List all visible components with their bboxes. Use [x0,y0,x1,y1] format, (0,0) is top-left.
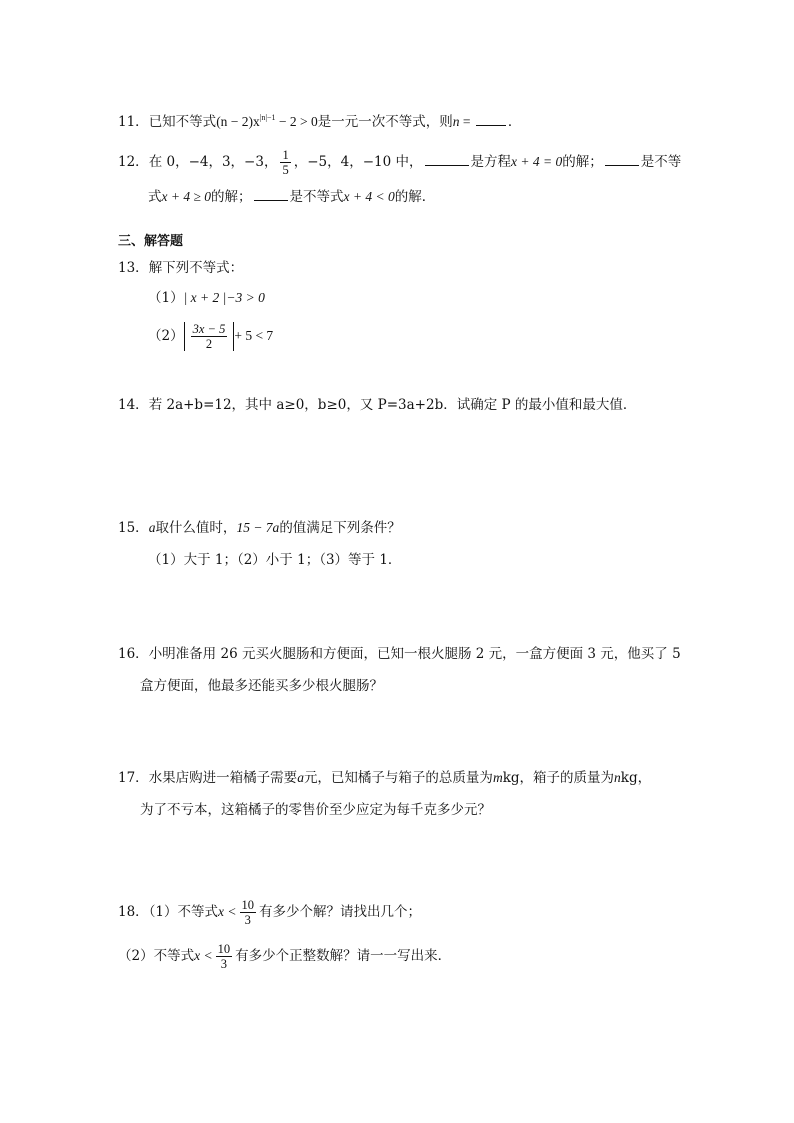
question-13-part-2: （2） $\frac{3x - 5}{2}$ + 5 < 7 [148,322,274,351]
fraction: $\frac{10}{3}$ [241,898,255,927]
question-14: 14．若 2a+b=12，其中 a≥0，b≥0，又 P=3a+2b．试确定 P 的最小值和最大值． [118,397,637,413]
question-number: 15． [118,520,149,536]
question-15-sub: （1）大于 1；（2）小于 1；（3）等于 1． [148,552,402,568]
answer-blank [476,111,506,126]
absolute-value [184,322,235,351]
question-12: 12．在 0，−4，3，−3， $\frac{1}{5}$ ，−5，4，−10 中， 是方程x + 4 = 0的解； 是不等 [118,148,682,177]
question-number: 13． [118,260,149,276]
question-17-cont: 为了不亏本，这箱橘子的零售价至少应定为每千克多少元？ [140,802,491,818]
answer-blank [425,151,469,166]
question-16: 16．小明准备用 26 元买火腿肠和方便面，已知一根火腿肠 2 元，一盒方便面 3 元，他买了 5 [118,646,681,662]
question-number: 18． [118,904,149,920]
answer-blank [254,186,288,201]
question-16-cont: 盒方便面，他最多还能买多少根火腿肠？ [140,678,383,694]
question-number: 14． [118,397,149,413]
section-header: 三、解答题 [118,234,184,249]
question-13: 13．解下列不等式： [118,260,244,276]
question-number: 12． [118,154,149,170]
fraction: $\frac{1}{5}$ [282,148,289,177]
question-17: 17．水果店购进一箱橘子需要a元，已知橘子与箱子的总质量为mkg，箱子的质量为nkg， [118,770,652,786]
question-11: 11．已知不等式$(n - 2)x^{|n|-1} - 2 > 0$是一元一次不等式，则n = ． [118,113,522,130]
question-12-cont: 式x + 4 ≥ 0的解； 是不等式x + 4 < 0的解． [148,186,435,207]
question-number: 11． [118,114,149,130]
question-number: 17． [118,770,149,786]
fraction: $\frac{10}{3}$ [217,942,231,971]
question-18-part-1: 18．（1）不等式x < $\frac{10}{3}$ 有多少个解？请找出几个； [118,898,422,927]
answer-blank [605,151,639,166]
question-13-part-1: （1）| x + 2 |−3 > 0 [148,290,265,306]
question-15: 15．a取什么值时，15 − 7a的值满足下列条件？ [118,520,401,536]
question-number: 16． [118,646,149,662]
fraction: $\frac{3x - 5}{2}$ [192,322,226,351]
question-18-part-2: （2）不等式x < $\frac{10}{3}$ 有多少个正整数解？请一一写出来． [118,942,452,971]
